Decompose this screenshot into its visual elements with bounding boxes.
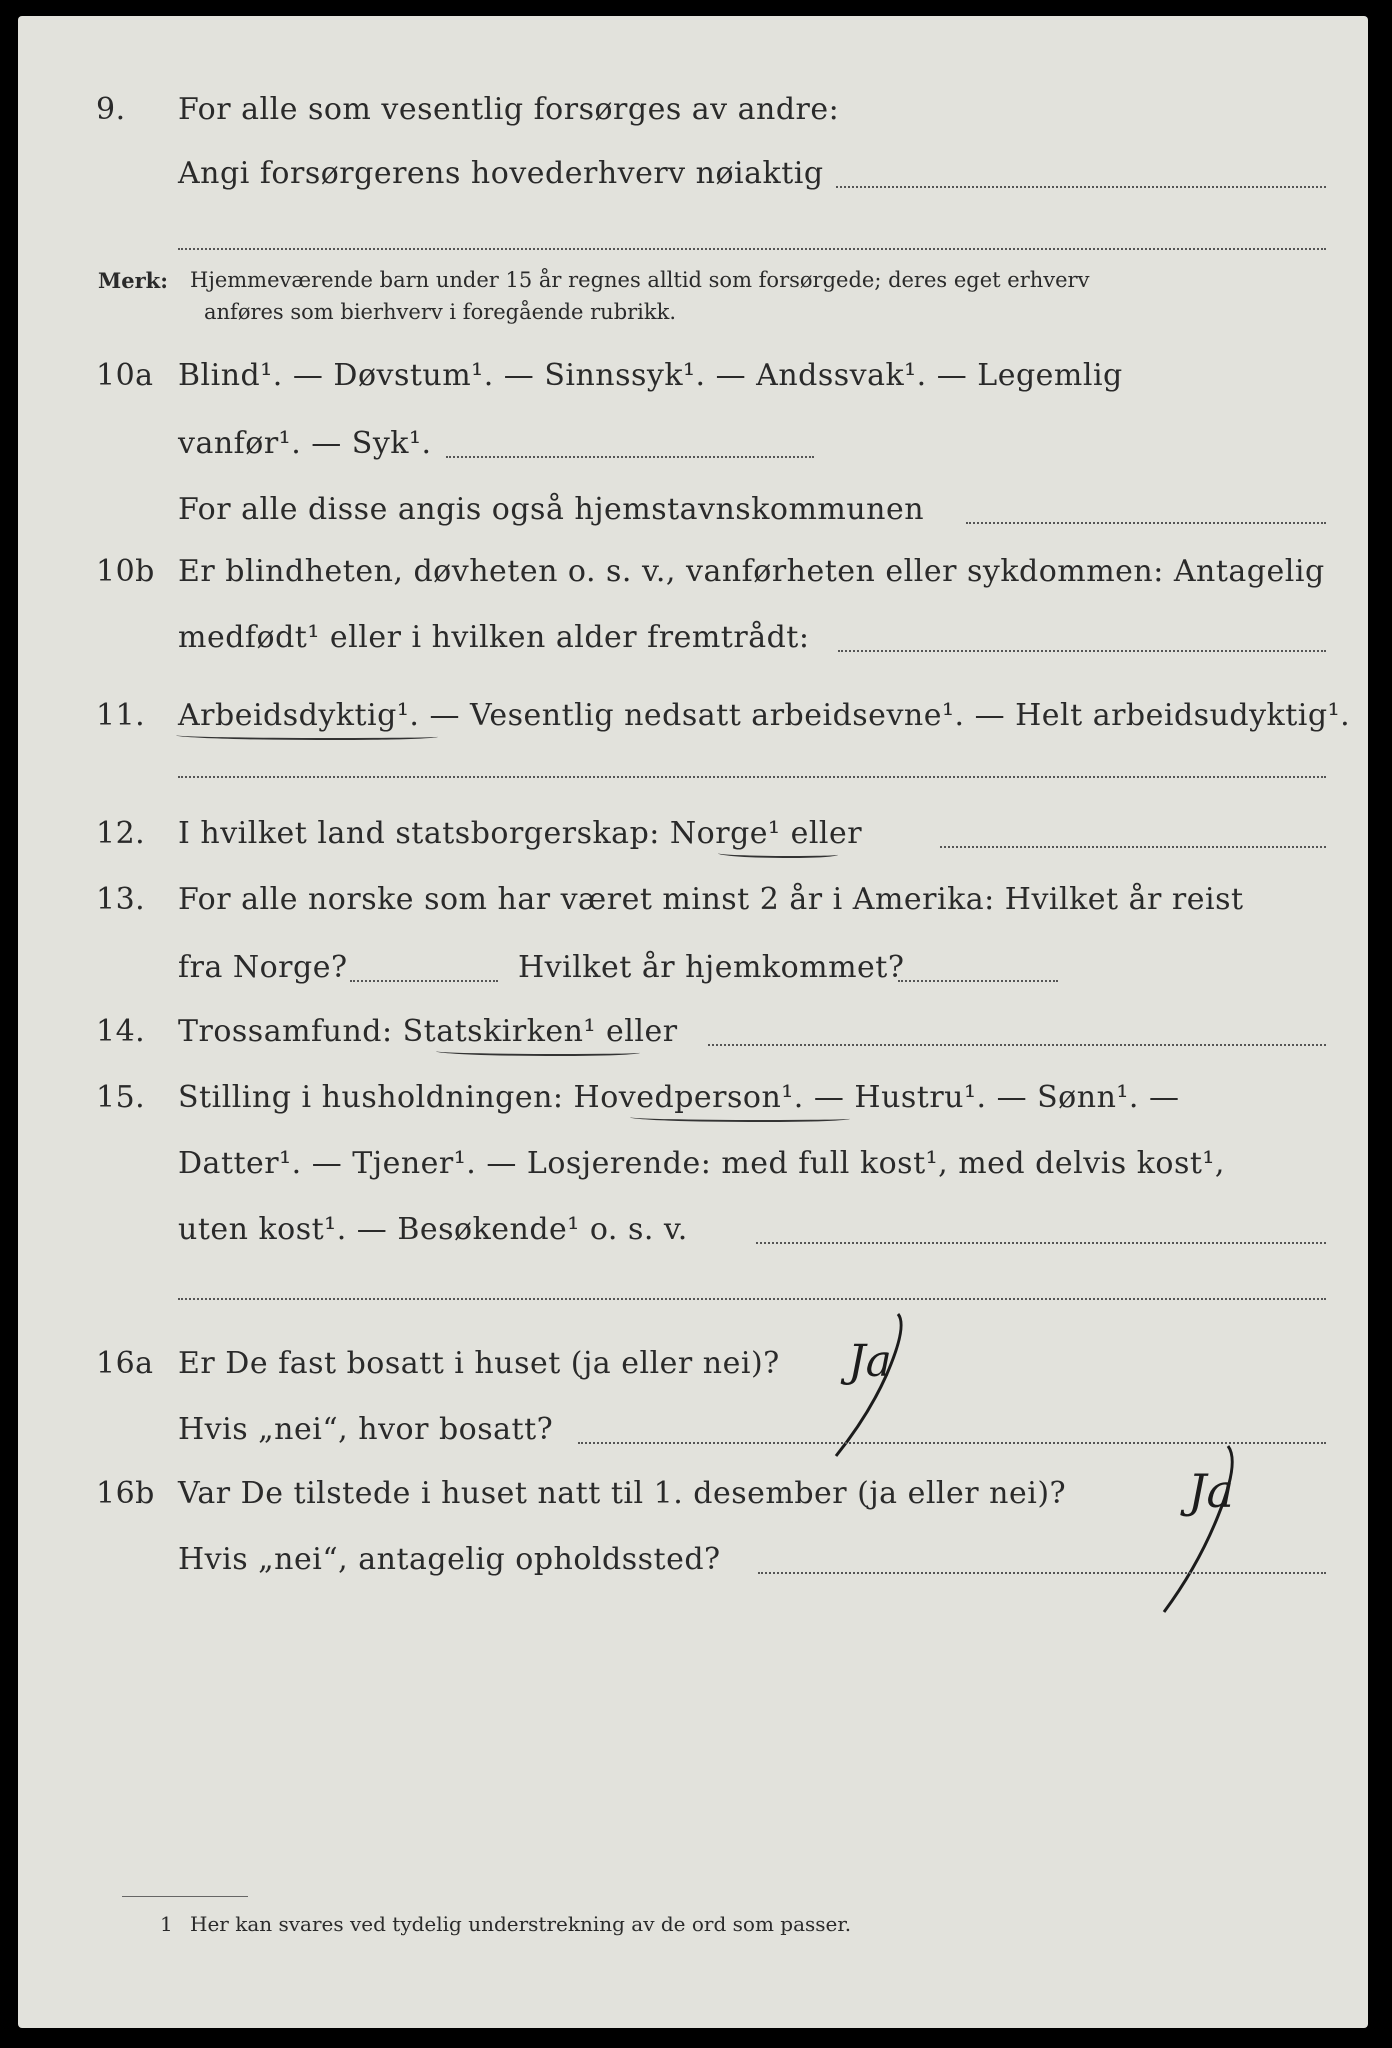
q10a-text-2: vanfør¹. — Syk¹. xyxy=(178,426,432,461)
q16b-answer-line[interactable] xyxy=(758,1572,1326,1574)
q12-answer-line[interactable] xyxy=(940,846,1326,848)
q15-underline-mark xyxy=(630,1114,850,1122)
census-form-sheet xyxy=(18,16,1368,2028)
q16a-number: 16a xyxy=(96,1346,154,1381)
q15-number: 15. xyxy=(96,1080,146,1115)
q15-answer-line[interactable] xyxy=(756,1242,1326,1244)
q16b-handwritten-answer: Ja xyxy=(1188,1464,1234,1518)
q12-underline-mark xyxy=(718,850,838,858)
q15-answer-line-2[interactable] xyxy=(178,1298,1326,1300)
q10a-text-1: Blind¹. — Døvstum¹. — Sinnssyk¹. — Andssvak¹. — Legemlig xyxy=(178,358,1123,393)
merk-label: Merk: xyxy=(98,268,168,293)
q13-text-2b: Hvilket år hjemkommet? xyxy=(518,950,905,985)
q10b-text-2: medfødt¹ eller i hvilken alder fremtrådt: xyxy=(178,620,810,655)
q13-number: 13. xyxy=(96,882,146,917)
merk-text-1: Hjemmeværende barn under 15 år regnes alltid som forsørgede; deres eget erhverv xyxy=(190,268,1090,292)
footnote-mark: 1 xyxy=(160,1912,173,1936)
q13-text-1: For alle norske som har været minst 2 år i Amerika: Hvilket år reist xyxy=(178,882,1244,917)
q9-prompt: Angi forsørgerens hovederhverv nøiaktig xyxy=(178,156,824,191)
q14-underline-mark xyxy=(436,1048,640,1056)
q11-answer-line[interactable] xyxy=(178,776,1326,778)
q9-answer-line[interactable] xyxy=(836,186,1326,188)
q16a-text-2: Hvis „nei“, hvor bosatt? xyxy=(178,1412,554,1447)
q9-text: For alle som vesentlig forsørges av andre: xyxy=(178,92,840,127)
q9-answer-line-2[interactable] xyxy=(178,248,1326,250)
q14-text: Trossamfund: Statskirken¹ eller xyxy=(178,1014,678,1049)
q11-number: 11. xyxy=(96,698,146,733)
q14-answer-line[interactable] xyxy=(708,1044,1326,1046)
q16a-handwritten-answer: Ja xyxy=(848,1336,892,1387)
q10a-answer-line[interactable] xyxy=(446,456,814,458)
q15-text-2: Datter¹. — Tjener¹. — Losjerende: med full kost¹, med delvis kost¹, xyxy=(178,1146,1225,1181)
q10a-text-3: For alle disse angis også hjemstavnskommunen xyxy=(178,492,925,527)
q12-number: 12. xyxy=(96,816,146,851)
q10a-number: 10a xyxy=(96,358,154,393)
q11-text: Arbeidsdyktig¹. — Vesentlig nedsatt arbeidsevne¹. — Helt arbeidsudyktig¹. xyxy=(178,698,1351,733)
q15-text-1: Stilling i husholdningen: Hovedperson¹. — Hustru¹. — Sønn¹. — xyxy=(178,1080,1180,1115)
footnote-rule xyxy=(122,1896,248,1897)
footnote-text: Her kan svares ved tydelig understrekning av de ord som passer. xyxy=(190,1912,852,1936)
q10b-number: 10b xyxy=(96,554,155,589)
q16b-number: 16b xyxy=(96,1476,155,1511)
q12-text: I hvilket land statsborgerskap: Norge¹ eller xyxy=(178,816,863,851)
q9-number: 9. xyxy=(96,92,126,127)
q11-underline-mark xyxy=(176,732,438,740)
merk-text-2: anføres som bierhverv i foregående rubrikk. xyxy=(204,300,677,324)
q13-text-2a: fra Norge? xyxy=(178,950,348,985)
q10a-home-line[interactable] xyxy=(966,522,1326,524)
q10b-answer-line[interactable] xyxy=(838,650,1326,652)
q16b-text-1: Var De tilstede i huset natt til 1. desember (ja eller nei)? xyxy=(178,1476,1067,1511)
q14-number: 14. xyxy=(96,1014,146,1049)
q15-text-3: uten kost¹. — Besøkende¹ o. s. v. xyxy=(178,1212,688,1247)
q13-returned-line[interactable] xyxy=(898,980,1058,982)
q13-departed-line[interactable] xyxy=(350,980,498,982)
q10b-text-1: Er blindheten, døvheten o. s. v., vanførheten eller sykdommen: Antagelig xyxy=(178,554,1325,589)
q16a-text-1: Er De fast bosatt i huset (ja eller nei)? xyxy=(178,1346,780,1381)
q16b-text-2: Hvis „nei“, antagelig opholdssted? xyxy=(178,1542,721,1577)
q16a-pen-stroke xyxy=(758,1296,938,1476)
q16b-pen-stroke xyxy=(1078,1426,1268,1626)
